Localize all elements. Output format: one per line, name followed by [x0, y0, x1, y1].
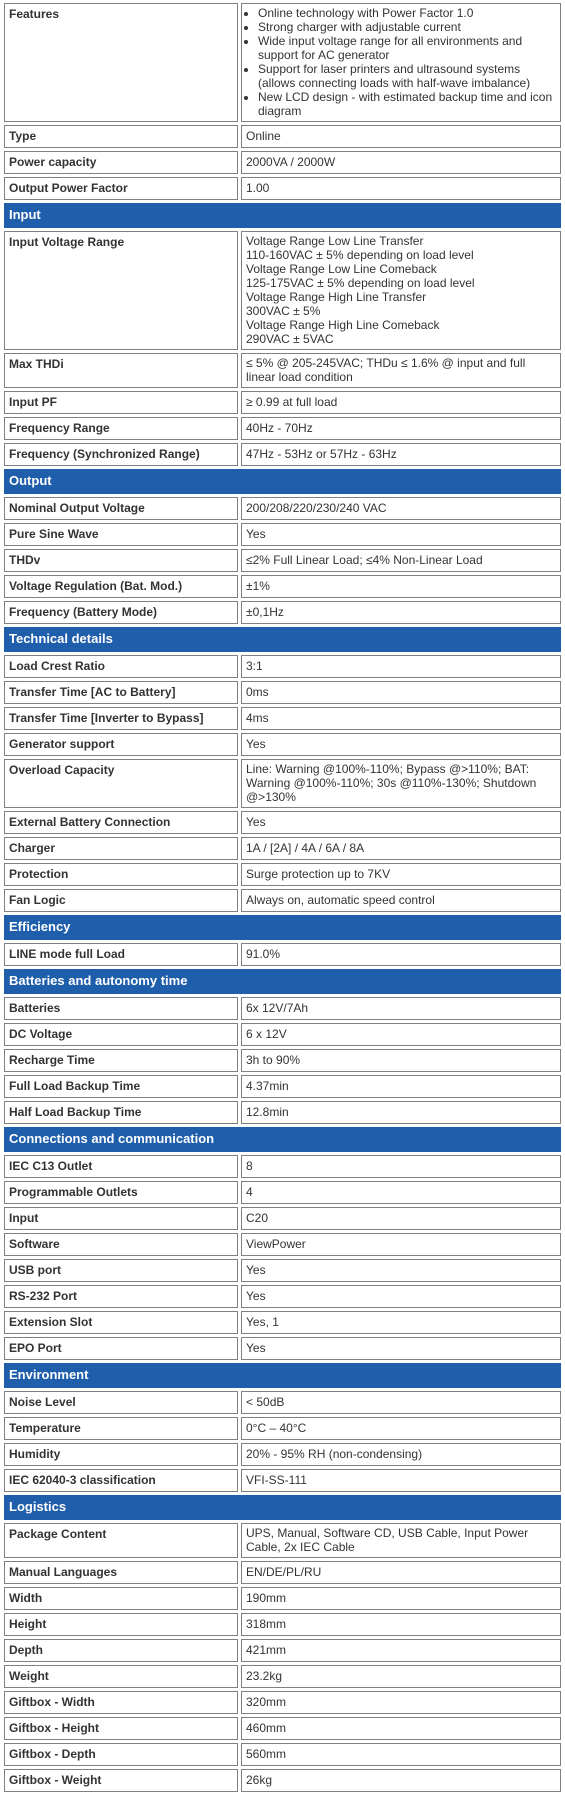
spec-row: [4, 837, 561, 860]
spec-label: Transfer Time [AC to Battery]: [4, 681, 238, 704]
section-title-technical: Technical details: [4, 627, 561, 652]
spec-value: 4.37min: [241, 1075, 561, 1098]
feature-item: • Support for laser printers and ultrasound systems (allows connecting loads with half-wave imbalance): [258, 62, 556, 90]
section-header: [4, 469, 561, 494]
spec-label: Batteries: [4, 997, 238, 1020]
feature-item: • Wide input voltage range for all environments and support for AC generator: [258, 34, 556, 62]
spec-label: External Battery Connection: [4, 811, 238, 834]
spec-value: 3:1: [241, 655, 561, 678]
spec-value: 4ms: [241, 707, 561, 730]
spec-row: [4, 391, 561, 414]
spec-row: [4, 1469, 561, 1492]
spec-row: [4, 811, 561, 834]
spec-value: 2000VA / 2000W: [241, 151, 561, 174]
spec-value: ≥ 0.99 at full load: [241, 391, 561, 414]
spec-row: [4, 997, 561, 1020]
spec-row: [4, 733, 561, 756]
spec-value: UPS, Manual, Software CD, USB Cable, Input Power Cable, 2x IEC Cable: [241, 1523, 561, 1558]
spec-value: < 50dB: [241, 1391, 561, 1414]
voltage-line: Voltage Range High Line Comeback: [246, 318, 440, 332]
spec-value: 0ms: [241, 681, 561, 704]
spec-label: Depth: [4, 1639, 238, 1662]
spec-value: 0°C – 40°C: [241, 1417, 561, 1440]
spec-label: Half Load Backup Time: [4, 1101, 238, 1124]
spec-value: 91.0%: [241, 943, 561, 966]
spec-row: [4, 943, 561, 966]
feature-list: [246, 6, 556, 118]
spec-label: Recharge Time: [4, 1049, 238, 1072]
spec-row: [4, 1717, 561, 1740]
section-header: [4, 1363, 561, 1388]
spec-label: Giftbox - Height: [4, 1717, 238, 1740]
spec-row: [4, 863, 561, 886]
spec-row: [4, 759, 561, 808]
spec-value: Always on, automatic speed control: [241, 889, 561, 912]
spec-label: Temperature: [4, 1417, 238, 1440]
section-title-logistics: Logistics: [4, 1495, 561, 1520]
spec-row: [4, 549, 561, 572]
spec-row: [4, 1391, 561, 1414]
feature-item: • New LCD design - with estimated backup time and icon diagram: [258, 90, 556, 118]
spec-label: Transfer Time [Inverter to Bypass]: [4, 707, 238, 730]
spec-row: [4, 1101, 561, 1124]
spec-value: [241, 231, 561, 350]
spec-label: LINE mode full Load: [4, 943, 238, 966]
spec-row: [4, 523, 561, 546]
spec-value: 12.8min: [241, 1101, 561, 1124]
spec-label: Pure Sine Wave: [4, 523, 238, 546]
spec-value: 4: [241, 1181, 561, 1204]
spec-value: 560mm: [241, 1743, 561, 1766]
spec-row: [4, 707, 561, 730]
spec-label: Output Power Factor: [4, 177, 238, 200]
spec-value: VFI-SS-111: [241, 1469, 561, 1492]
spec-value: ≤ 5% @ 205-245VAC; THDu ≤ 1.6% @ input and full linear load condition: [241, 353, 561, 388]
spec-row: [4, 1285, 561, 1308]
spec-row: [4, 1743, 561, 1766]
spec-row: [4, 1639, 561, 1662]
spec-value: 190mm: [241, 1587, 561, 1610]
spec-row: [4, 417, 561, 440]
spec-row: [4, 1523, 561, 1558]
spec-row: [4, 1769, 561, 1792]
voltage-line: 125-175VAC ± 5% depending on load level: [246, 276, 475, 290]
spec-label: Charger: [4, 837, 238, 860]
spec-label: Width: [4, 1587, 238, 1610]
section-title-efficiency: Efficiency: [4, 915, 561, 940]
spec-value: 320mm: [241, 1691, 561, 1714]
spec-label: RS-232 Port: [4, 1285, 238, 1308]
spec-value: Yes: [241, 1259, 561, 1282]
spec-label: Type: [4, 125, 238, 148]
spec-label: Voltage Regulation (Bat. Mod.): [4, 575, 238, 598]
spec-row: [4, 3, 561, 122]
spec-label: Power capacity: [4, 151, 238, 174]
spec-label: Giftbox - Width: [4, 1691, 238, 1714]
spec-label: Frequency (Battery Mode): [4, 601, 238, 624]
spec-value: 20% - 95% RH (non-condensing): [241, 1443, 561, 1466]
spec-row: [4, 1417, 561, 1440]
section-header: [4, 1127, 561, 1152]
spec-row: [4, 1337, 561, 1360]
spec-row: [4, 231, 561, 350]
spec-label: Noise Level: [4, 1391, 238, 1414]
spec-label: Weight: [4, 1665, 238, 1688]
spec-label: Programmable Outlets: [4, 1181, 238, 1204]
spec-row: [4, 1443, 561, 1466]
voltage-line: 110-160VAC ± 5% depending on load level: [246, 248, 474, 262]
spec-value: 6x 12V/7Ah: [241, 997, 561, 1020]
feature-item: • Strong charger with adjustable current: [258, 20, 556, 34]
spec-value: 318mm: [241, 1613, 561, 1636]
spec-label: Input: [4, 1207, 238, 1230]
spec-label: Input PF: [4, 391, 238, 414]
spec-value: EN/DE/PL/RU: [241, 1561, 561, 1584]
spec-label: Nominal Output Voltage: [4, 497, 238, 520]
spec-row: [4, 681, 561, 704]
spec-value: [241, 3, 561, 122]
spec-label: Giftbox - Depth: [4, 1743, 238, 1766]
spec-row: [4, 1155, 561, 1178]
spec-row: [4, 1075, 561, 1098]
spec-label: EPO Port: [4, 1337, 238, 1360]
spec-label: Load Crest Ratio: [4, 655, 238, 678]
spec-value: 26kg: [241, 1769, 561, 1792]
spec-label: IEC 62040-3 classification: [4, 1469, 238, 1492]
spec-value: Yes: [241, 1285, 561, 1308]
spec-label: Humidity: [4, 1443, 238, 1466]
spec-row: [4, 1561, 561, 1584]
section-header: [4, 627, 561, 652]
voltage-line: Voltage Range Low Line Transfer: [246, 234, 424, 248]
spec-value: Online: [241, 125, 561, 148]
section-title-output: Output: [4, 469, 561, 494]
spec-label: Input Voltage Range: [4, 231, 238, 350]
spec-row: [4, 1311, 561, 1334]
spec-row: [4, 575, 561, 598]
spec-row: [4, 497, 561, 520]
spec-value: ±0,1Hz: [241, 601, 561, 624]
spec-table: [1, 0, 564, 1795]
spec-value: Yes: [241, 733, 561, 756]
spec-label: Protection: [4, 863, 238, 886]
spec-label: Features: [4, 3, 238, 122]
spec-value: C20: [241, 1207, 561, 1230]
spec-value: 460mm: [241, 1717, 561, 1740]
spec-label: Software: [4, 1233, 238, 1256]
spec-value: ≤2% Full Linear Load; ≤4% Non-Linear Load: [241, 549, 561, 572]
spec-value: Yes: [241, 811, 561, 834]
section-title-input: Input: [4, 203, 561, 228]
section-header: [4, 203, 561, 228]
spec-label: Max THDi: [4, 353, 238, 388]
spec-row: [4, 1207, 561, 1230]
spec-value: ±1%: [241, 575, 561, 598]
spec-row: [4, 177, 561, 200]
spec-label: IEC C13 Outlet: [4, 1155, 238, 1178]
spec-value: 3h to 90%: [241, 1049, 561, 1072]
spec-value: 200/208/220/230/240 VAC: [241, 497, 561, 520]
voltage-line: 300VAC ± 5%: [246, 304, 321, 318]
section-title-connections: Connections and communication: [4, 1127, 561, 1152]
spec-value: 421mm: [241, 1639, 561, 1662]
spec-label: THDv: [4, 549, 238, 572]
spec-value: Yes, 1: [241, 1311, 561, 1334]
spec-label: Extension Slot: [4, 1311, 238, 1334]
spec-label: Generator support: [4, 733, 238, 756]
spec-value: Line: Warning @100%-110%; Bypass @>110%; BAT: Warning @100%-110%; 30s @110%-130%; Shutdown @>130%: [241, 759, 561, 808]
spec-value: 23.2kg: [241, 1665, 561, 1688]
spec-value: 1.00: [241, 177, 561, 200]
spec-row: [4, 1259, 561, 1282]
feature-item: • Online technology with Power Factor 1.0: [258, 6, 556, 20]
spec-label: USB port: [4, 1259, 238, 1282]
section-header: [4, 969, 561, 994]
spec-value: 6 x 12V: [241, 1023, 561, 1046]
spec-value: 1A / [2A] / 4A / 6A / 8A: [241, 837, 561, 860]
spec-row: [4, 353, 561, 388]
spec-label: Frequency Range: [4, 417, 238, 440]
spec-row: [4, 1233, 561, 1256]
spec-label: Giftbox - Weight: [4, 1769, 238, 1792]
spec-row: [4, 1587, 561, 1610]
spec-value: Yes: [241, 1337, 561, 1360]
spec-row: [4, 655, 561, 678]
spec-row: [4, 443, 561, 466]
spec-label: Full Load Backup Time: [4, 1075, 238, 1098]
spec-row: [4, 889, 561, 912]
spec-value: 47Hz - 53Hz or 57Hz - 63Hz: [241, 443, 561, 466]
spec-label: Fan Logic: [4, 889, 238, 912]
spec-value: Surge protection up to 7KV: [241, 863, 561, 886]
spec-row: [4, 1023, 561, 1046]
spec-label: DC Voltage: [4, 1023, 238, 1046]
section-header: [4, 915, 561, 940]
spec-value: Yes: [241, 523, 561, 546]
spec-label: Package Content: [4, 1523, 238, 1558]
spec-label: Overload Capacity: [4, 759, 238, 808]
spec-row: [4, 1181, 561, 1204]
spec-label: Manual Languages: [4, 1561, 238, 1584]
section-header: [4, 1495, 561, 1520]
spec-row: [4, 601, 561, 624]
spec-value: 8: [241, 1155, 561, 1178]
voltage-line: Voltage Range Low Line Comeback: [246, 262, 437, 276]
spec-row: [4, 1691, 561, 1714]
spec-label: Frequency (Synchronized Range): [4, 443, 238, 466]
section-title-batteries: Batteries and autonomy time: [4, 969, 561, 994]
section-title-environment: Environment: [4, 1363, 561, 1388]
voltage-line: Voltage Range High Line Transfer: [246, 290, 427, 304]
spec-row: [4, 1049, 561, 1072]
voltage-line: 290VAC ± 5VAC: [246, 332, 334, 346]
spec-value: 40Hz - 70Hz: [241, 417, 561, 440]
spec-row: [4, 125, 561, 148]
spec-label: Height: [4, 1613, 238, 1636]
spec-row: [4, 1613, 561, 1636]
spec-row: [4, 151, 561, 174]
spec-value: ViewPower: [241, 1233, 561, 1256]
